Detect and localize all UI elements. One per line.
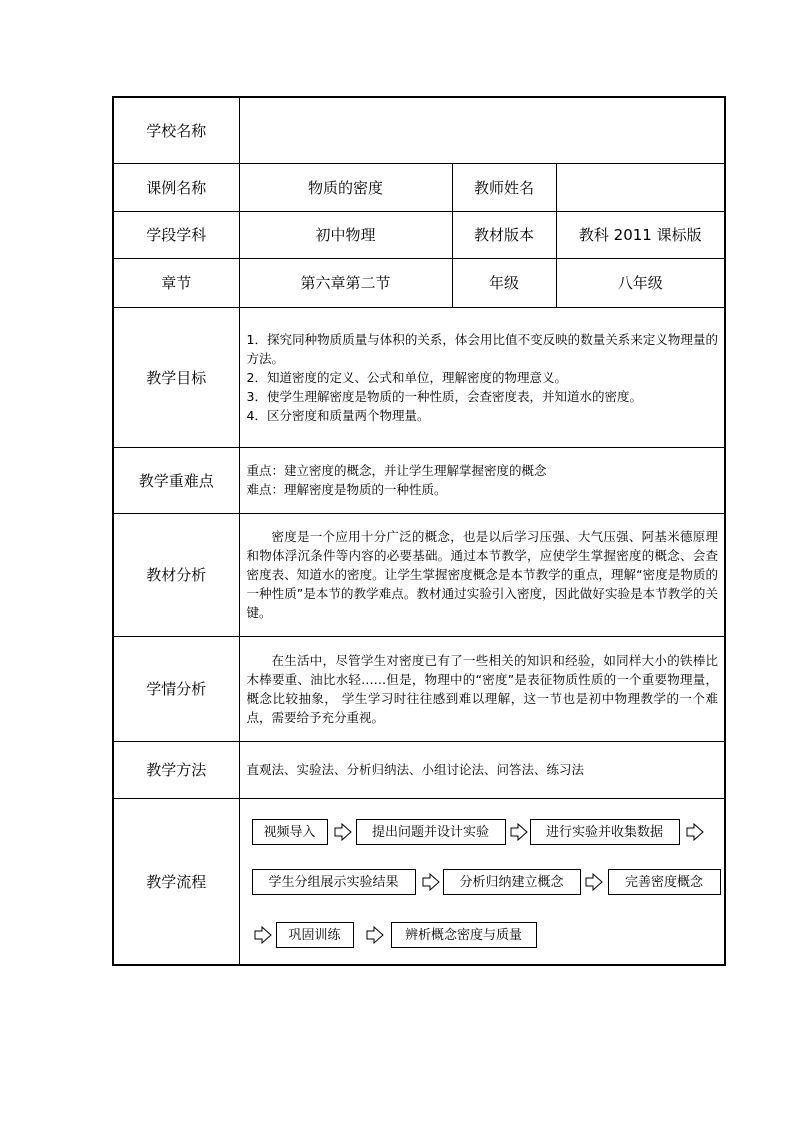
arrow-right-icon xyxy=(686,823,704,841)
arrow-right-icon xyxy=(585,873,603,891)
lesson-name-label: 课例名称 xyxy=(113,163,239,211)
chapter-value: 第六章第二节 xyxy=(239,258,452,307)
stage-subject-value: 初中物理 xyxy=(239,211,452,258)
flow-label: 教学流程 xyxy=(113,798,239,965)
school-name-value xyxy=(239,97,725,163)
row-methods xyxy=(113,741,725,798)
key-point-item: 重点：建立密度的概念，并让学生理解掌握密度的概念 xyxy=(246,463,547,478)
methods-label: 教学方法 xyxy=(113,741,239,798)
lesson-plan-table xyxy=(112,96,726,966)
teacher-name-label: 教师姓名 xyxy=(452,163,556,211)
objective-item: 1．探究同种物质质量与体积的关系，体会用比值不变反映的数量关系来定义物理量的方法。 xyxy=(246,331,718,366)
arrow-right-icon xyxy=(366,926,384,944)
material-analysis-text: 密度是一个应用十分广泛的概念，也是以后学习压强、大气压强、阿基米德原理和物体浮沉条件等内容的必要基础。通过本节教学，应使学生掌握密度的概念、会查密度表、知道水的密度。让学生掌握密度概念是本节教学的重点，理解“密度是物质的一种性质”是本节的教学难点。教材通过实验引入密度，因此做好实验是本节教学的关键。 xyxy=(246,529,718,620)
teacher-name-value xyxy=(556,163,725,211)
objectives-label: 教学目标 xyxy=(113,307,239,447)
flow-step-box: 提出问题并设计实验 xyxy=(356,819,506,845)
stage-subject-label: 学段学科 xyxy=(113,211,239,258)
objectives-content xyxy=(239,307,725,447)
methods-value: 直观法、实验法、分析归纳法、小组讨论法、问答法、练习法 xyxy=(239,741,725,798)
textbook-value: 教科 2011 课标版 xyxy=(556,211,725,258)
flow-step-box: 辨析概念密度与质量 xyxy=(391,922,537,948)
grade-label: 年级 xyxy=(452,258,556,307)
material-analysis-label: 教材分析 xyxy=(113,513,239,636)
chapter-label: 章节 xyxy=(113,258,239,307)
student-analysis-text: 在生活中，尽管学生对密度已有了一些相关的知识和经验，如同样大小的铁棒比木棒要重、油比水轻……但是，物理中的“密度”是表征物质性质的一个重要物理量，概念比较抽象， 学生学习时往往感到难以理解，这一节也是初中物理教学的一个难点，需要给予充分重视。 xyxy=(246,652,718,725)
textbook-label: 教材版本 xyxy=(452,211,556,258)
grade-value: 八年级 xyxy=(556,258,725,307)
row-school-name xyxy=(113,97,725,163)
flow-content xyxy=(239,798,725,965)
objective-item: 2．知道密度的定义、公式和单位，理解密度的物理意义。 xyxy=(246,369,567,385)
flow-diagram xyxy=(240,799,725,964)
material-analysis-content xyxy=(239,513,725,636)
arrow-right-icon xyxy=(510,823,528,841)
objective-item: 3．使学生理解密度是物质的一种性质，会查密度表，并知道水的密度。 xyxy=(246,388,642,404)
flow-step-box: 学生分组展示实验结果 xyxy=(252,869,416,895)
lesson-name-value: 物质的密度 xyxy=(239,163,452,211)
row-objectives xyxy=(113,307,725,447)
row-stage-subject xyxy=(113,211,725,258)
school-name-label: 学校名称 xyxy=(113,97,239,163)
flow-step-box: 巩固训练 xyxy=(276,922,354,948)
flow-step-box: 进行实验并收集数据 xyxy=(530,819,680,845)
key-points-content xyxy=(239,447,725,513)
row-lesson-name xyxy=(113,163,725,211)
student-analysis-content xyxy=(239,636,725,741)
flow-step-box: 视频导入 xyxy=(252,819,328,845)
row-key-points xyxy=(113,447,725,513)
key-points-label: 教学重难点 xyxy=(113,447,239,513)
row-flow xyxy=(113,798,725,965)
key-point-item: 难点：理解密度是物质的一种性质。 xyxy=(246,482,447,497)
objective-item: 4．区分密度和质量两个物理量。 xyxy=(246,407,430,423)
arrow-right-icon xyxy=(422,873,440,891)
flow-step-box: 分析归纳建立概念 xyxy=(443,869,581,895)
flow-step-box: 完善密度概念 xyxy=(608,869,721,895)
arrow-right-icon xyxy=(254,926,272,944)
arrow-right-icon xyxy=(334,823,352,841)
student-analysis-label: 学情分析 xyxy=(113,636,239,741)
row-material-analysis xyxy=(113,513,725,636)
row-chapter xyxy=(113,258,725,307)
row-student-analysis xyxy=(113,636,725,741)
